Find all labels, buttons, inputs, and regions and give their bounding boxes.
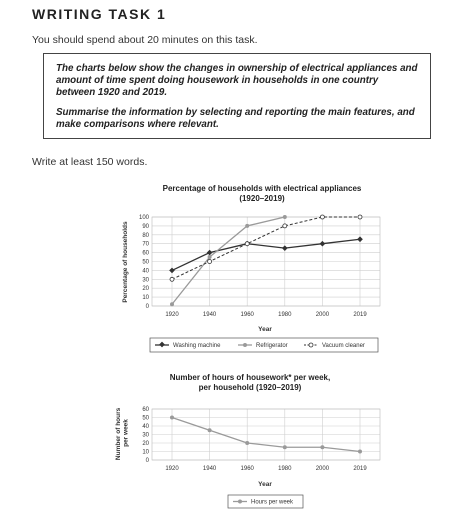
- data-point-vacuum-cleaner: [170, 277, 174, 281]
- chart1-x-tick-label: 1980: [278, 312, 292, 318]
- data-point-vacuum-cleaner: [358, 215, 362, 219]
- chart1-y-tick-label: 60: [142, 250, 149, 257]
- chart1-y-tick-label: 90: [142, 223, 149, 230]
- data-point-hours-per-week: [245, 441, 249, 445]
- chart1-y-ticks: [139, 215, 150, 310]
- data-point-vacuum-cleaner: [245, 242, 249, 246]
- chart1-x-tick-label: 1960: [240, 312, 254, 318]
- chart2-x-tick-label: 1960: [240, 466, 254, 472]
- chart2-x-tick-label: 2019: [353, 466, 367, 472]
- data-point-hours-per-week: [208, 428, 212, 432]
- chart1-y-tick-label: 100: [138, 215, 149, 221]
- chart2-y-tick-label: 0: [145, 458, 149, 464]
- chart2-y-axis-label-line2: per week: [122, 419, 130, 447]
- chart1-legend: [150, 338, 378, 352]
- legend-vacuum-cleaner: Vacuum cleaner: [322, 343, 365, 349]
- data-point-refrigerator: [283, 215, 287, 219]
- data-point-hours-per-week: [283, 445, 287, 449]
- legend-marker-hours-per-week: [238, 500, 242, 504]
- chart2-y-tick-label: 40: [142, 424, 149, 430]
- page-title: WRITING TASK 1: [32, 6, 167, 22]
- chart1-x-tick-label: 1920: [165, 312, 179, 318]
- chart2-title: Number of hours of housework* per week,: [169, 373, 331, 382]
- task-instructions: Summarise the information by selecting and reporting the main features, and make comparisons where relevant.: [56, 106, 415, 130]
- chart1-y-tick-label: 0: [145, 304, 149, 310]
- chart2-x-tick-label: 1920: [165, 466, 179, 472]
- data-point-refrigerator: [170, 302, 174, 306]
- series-line-refrigerator: [172, 217, 285, 304]
- chart2-y-tick-label: 60: [142, 407, 149, 413]
- chart2-x-ticks: [165, 466, 367, 472]
- appliance-ownership-chart: [122, 184, 380, 352]
- legend-refrigerator: Refrigerator: [256, 343, 288, 349]
- data-point-refrigerator: [245, 224, 249, 228]
- data-point-hours-per-week: [358, 450, 362, 454]
- chart1-y-axis-label: Percentage of households: [122, 221, 129, 303]
- chart1-title: Percentage of households with electrical appliances: [162, 184, 362, 193]
- chart2-legend: [228, 495, 303, 508]
- data-point-washing-machine: [282, 245, 288, 251]
- data-point-vacuum-cleaner: [283, 224, 287, 228]
- chart1-y-tick-label: 10: [142, 295, 149, 302]
- chart2-x-tick-label: 1980: [278, 466, 292, 472]
- chart2-y-tick-label: 50: [142, 415, 149, 422]
- chart2-x-tick-label: 1940: [202, 466, 217, 472]
- chart2-y-tick-label: 10: [142, 449, 149, 456]
- chart1-y-tick-label: 40: [142, 268, 149, 275]
- data-point-washing-machine: [169, 268, 175, 274]
- data-point-hours-per-week: [320, 445, 324, 449]
- data-point-washing-machine: [357, 236, 363, 242]
- chart1-y-tick-label: 20: [142, 286, 149, 293]
- chart1-y-tick-label: 50: [142, 259, 149, 266]
- chart2-y-tick-label: 30: [142, 432, 149, 439]
- chart2-y-ticks: [142, 407, 149, 464]
- chart2-x-tick-label: 2000: [315, 466, 330, 472]
- housework-hours-chart: [115, 373, 380, 508]
- chart2-y-axis-label: [115, 406, 130, 460]
- word-count-instruction: Write at least 150 words.: [32, 156, 148, 168]
- chart1-x-tick-label: 2019: [353, 312, 367, 318]
- series-line-vacuum-cleaner: [172, 217, 360, 279]
- chart2-subtitle: per household (1920–2019): [198, 383, 302, 392]
- chart1-y-tick-label: 30: [142, 277, 149, 284]
- chart1-x-tick-label: 2000: [315, 312, 330, 318]
- chart2-x-axis-label: Year: [258, 481, 272, 488]
- data-point-hours-per-week: [170, 416, 174, 420]
- chart1-series: [169, 215, 363, 306]
- data-point-vacuum-cleaner: [208, 260, 212, 264]
- chart2-y-axis-label-line1: Number of hours: [115, 407, 122, 461]
- task-description: The charts below show the changes in ownership of electrical appliances and amount of time spent doing housework in households in one country between 1920 and 2019.: [56, 63, 418, 99]
- legend-marker-refrigerator: [243, 343, 247, 347]
- chart1-x-ticks: [165, 312, 367, 318]
- legend-washing-machine: Washing machine: [173, 343, 221, 349]
- chart1-x-axis-label: Year: [258, 326, 272, 333]
- legend-marker-vacuum-cleaner: [309, 343, 313, 347]
- data-point-vacuum-cleaner: [320, 215, 324, 219]
- chart1-subtitle: (1920–2019): [239, 194, 285, 203]
- chart2-gridlines: [152, 409, 380, 460]
- time-instruction: You should spend about 20 minutes on this task.: [32, 34, 258, 46]
- chart1-x-tick-label: 1940: [202, 312, 217, 318]
- legend-hours-per-week: Hours per week: [251, 499, 294, 506]
- chart2-y-tick-label: 20: [142, 441, 149, 447]
- chart1-y-tick-label: 70: [142, 241, 149, 248]
- chart1-y-tick-label: 80: [142, 232, 149, 239]
- chart1-gridlines: [152, 217, 380, 306]
- data-point-refrigerator: [208, 255, 212, 259]
- data-point-washing-machine: [320, 241, 326, 247]
